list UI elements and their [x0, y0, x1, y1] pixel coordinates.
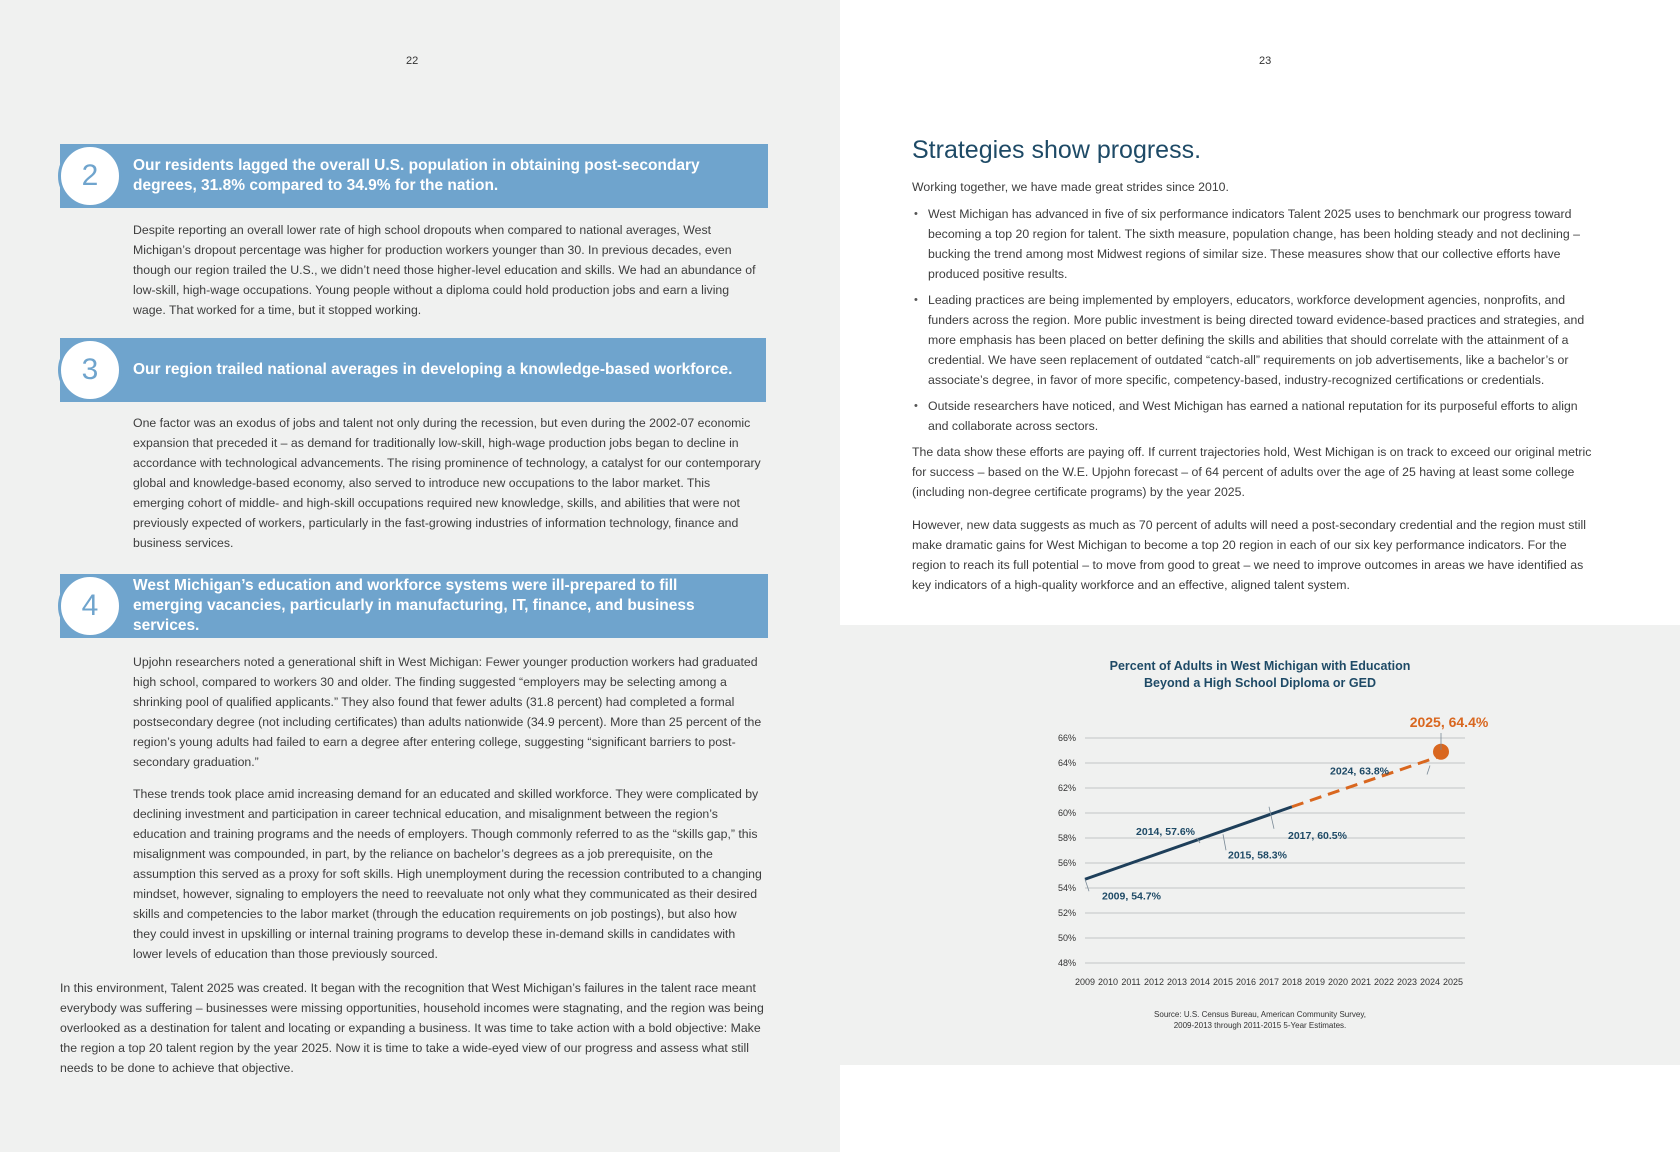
annotation-label: 2014, 57.6%	[1136, 826, 1195, 838]
annotation-label: 2025, 64.4%	[1409, 714, 1489, 730]
bullet-item: • Leading practices are being implemented by employers, educators, workforce development agencies, nonprofits, and funders across the region. More public investment is being directed toward evidence-based practices and strategies, and more emphasis has been placed on better defining the skills and abilities that should correlate with the attainment of a credential. We have seen replacement of outdated “catch-all” requirements on job advertisements, like a bachelor’s or associate’s degree, in favor of more specific, competency-based, industry-recognized certifications or credentials.	[912, 290, 1592, 390]
chart-title-line: Beyond a High School Diploma or GED	[1144, 676, 1376, 690]
chart-panel	[840, 625, 1680, 1065]
annotation-label: 2024, 63.8%	[1330, 765, 1389, 778]
outlook-paragraph: However, new data suggests as much as 70 percent of adults will need a post-secondary credential and the region must still make dramatic gains for West Michigan to become a top 20 region in each of our six key performance indicators. For the region to reach its full potential – to move from good to great – we need to improve outcomes in areas we have identified as key indicators of a high-quality workforce and an effective, aligned talent system.	[912, 518, 1586, 592]
section-3-banner	[60, 338, 766, 402]
x-tick-label: 2011	[1121, 977, 1141, 987]
bullet-item: • Outside researchers have noticed, and West Michigan has earned a national reputation for its purposeful efforts to align and collaborate across sectors.	[912, 396, 1592, 436]
y-tick-label: 50%	[1057, 933, 1076, 943]
x-tick-label: 2018	[1281, 977, 1303, 987]
section-2-paragraph: Despite reporting an overall lower rate of high school dropouts when compared to national averages, West Michigan’s dropout percentage was higher for production workers younger than 30. In previous decades, even though our region trailed the U.S., we didn’t need those higher-level education and skills. We had an abundance of low-skill, high-wage occupations. Young people without a diploma could hold production jobs and earn a living wage. That worked for a time, but it stopped working.	[133, 223, 756, 317]
section-4-number: 4	[58, 574, 122, 638]
x-tick-label: 2023	[1396, 977, 1418, 987]
series-line-projected	[1292, 752, 1453, 807]
annotation-leader	[1427, 766, 1430, 775]
right-page	[840, 0, 1680, 1152]
chart-title-line: Percent of Adults in West Michigan with Education	[1109, 659, 1411, 673]
annotation-leader	[1085, 879, 1089, 891]
x-tick-label: 2009	[1074, 977, 1096, 987]
section-4-banner	[60, 574, 768, 638]
section-4-paragraph-2: These trends took place amid increasing demand for an educated and skilled workforce. They were complicated by declining investment and participation in career technical education, and misalignment between the region’s education and training programs and the needs of employers. Though commonly referred to as the “skills gap,” this misalignment was compounded, in part, by the reliance on bachelor’s degrees as a job prerequisite, on the assumption this served as a proxy for soft skills. High unemployment during the recession contributed to a changing mindset, however, signaling to employers the need to reevaluate not only what they communicated as their desired skills and competencies to the labor market (through the education requirements on job postings), but also how they could invest in upskilling or internal training programs to develop these in-demand skills in candidates with lower levels of education than those previously sourced.	[133, 787, 762, 961]
bullet-item: • West Michigan has advanced in five of six performance indicators Talent 2025 uses to benchmark our progress toward becoming a top 20 region for talent. The sixth measure, population change, has been holding steady and not declining – bucking the trend among most Midwest regions of similar size. These measures show that our collective efforts have produced positive results.	[912, 204, 1592, 284]
y-tick-label: 54%	[1057, 883, 1076, 893]
x-tick-label: 2015	[1212, 977, 1234, 987]
section-3-heading: Our region trailed national averages in developing a knowledge-based workforce.	[133, 361, 733, 378]
annotation-label: 2009, 54.7%	[1102, 890, 1161, 903]
x-tick-label: 2014	[1189, 977, 1211, 987]
x-tick-label: 2016	[1235, 977, 1257, 987]
progress-bullet-list	[912, 204, 1592, 442]
chart-source-line: 2009-2013 through 2011-2015 5-Year Estimates.	[1173, 1021, 1347, 1030]
y-tick-label: 66%	[1057, 733, 1076, 743]
section-2-banner	[60, 144, 768, 208]
section-2-number: 2	[58, 144, 122, 208]
section-3-number: 3	[58, 338, 122, 402]
page-title: Strategies show progress.	[912, 136, 1202, 164]
page-number-left: 22	[406, 55, 419, 67]
x-tick-label: 2012	[1143, 977, 1165, 987]
x-tick-label: 2017	[1258, 977, 1280, 987]
y-tick-label: 58%	[1057, 833, 1076, 843]
x-tick-label: 2019	[1304, 977, 1326, 987]
annotation-label: 2017, 60.5%	[1288, 829, 1347, 842]
education-attainment-chart	[840, 625, 1680, 1065]
x-tick-label: 2013	[1166, 977, 1188, 987]
annotation-leader	[1269, 807, 1274, 829]
section-2-heading: Our residents lagged the overall U.S. population in obtaining post-secondary degrees, 31.8% compared to 34.9% for the nation.	[133, 157, 700, 194]
x-tick-label: 2021	[1350, 977, 1372, 987]
series-line-actual	[1085, 807, 1292, 880]
section-3-paragraph: One factor was an exodus of jobs and talent not only during the recession, but even during the 2002-07 economic expansion that preceded it – as demand for traditionally low-skill, high-wage production jobs began to decline in accordance with technological advancements. The rising prominence of technology, a catalyst for our contemporary global and knowledge-based economy, also served to introduce new occupations to the labor market. This emerging cohort of middle- and high-skill occupations required new knowledge, skills, and abilities that were not previously expected of workers, particularly in the fast-growing industries of information technology, finance and business services.	[133, 416, 761, 550]
y-tick-label: 64%	[1057, 758, 1076, 768]
data-paragraph: The data show these efforts are paying off. If current trajectories hold, West Michigan is on track to exceed our original metric for success – based on the W.E. Upjohn forecast – of 64 percent of adults over the age of 25 having at least some college (including non-degree certificate programs) by the year 2025.	[912, 445, 1592, 499]
x-tick-label: 2020	[1327, 977, 1349, 987]
x-tick-label: 2022	[1373, 977, 1395, 987]
closing-paragraph: In this environment, Talent 2025 was created. It began with the recognition that West Michigan’s failures in the talent race meant everybody was suffering – businesses were missing opportunities, household incomes were stagnating, and the region was being overlooked as a destination for talent and locating or expanding a business. It was time to take action with a bold objective: Make the region a top 20 talent region by the year 2025. Now it is time to take a wide-eyed view of our progress and assess what still needs to be done to achieve that objective.	[60, 981, 764, 1075]
y-tick-label: 48%	[1057, 958, 1076, 968]
x-tick-label: 2010	[1097, 977, 1119, 987]
annotation-leader	[1223, 834, 1226, 850]
x-tick-label: 2024	[1419, 977, 1441, 987]
annotation-label: 2015, 58.3%	[1228, 849, 1287, 862]
page-number-right: 23	[1259, 55, 1272, 67]
y-tick-label: 60%	[1057, 808, 1076, 818]
x-tick-label: 2025	[1442, 977, 1464, 987]
section-4-paragraph-1: Upjohn researchers noted a generational shift in West Michigan: Fewer younger production workers had graduated high school, compared to workers 30 and older. The finding suggested “employers may be selecting among a shrinking pool of qualified applicants.” They also found that fewer adults (31.8 percent) had completed a formal postsecondary degree (not including certificates) than adults nationwide (34.9 percent). More than 25 percent of the region’s young adults had failed to earn a degree after entering college, suggesting “significant barriers to post-secondary graduation.”	[133, 655, 762, 769]
intro-text: Working together, we have made great strides since 2010.	[912, 180, 1229, 194]
y-tick-label: 62%	[1057, 783, 1076, 793]
section-4-heading: West Michigan’s education and workforce systems were ill-prepared to fill emerging vacancies, particularly in manufacturing, IT, finance, and business services.	[133, 577, 695, 634]
y-tick-label: 56%	[1057, 858, 1076, 868]
y-tick-label: 52%	[1057, 908, 1076, 918]
chart-source-line: Source: U.S. Census Bureau, American Community Survey,	[1154, 1010, 1366, 1019]
